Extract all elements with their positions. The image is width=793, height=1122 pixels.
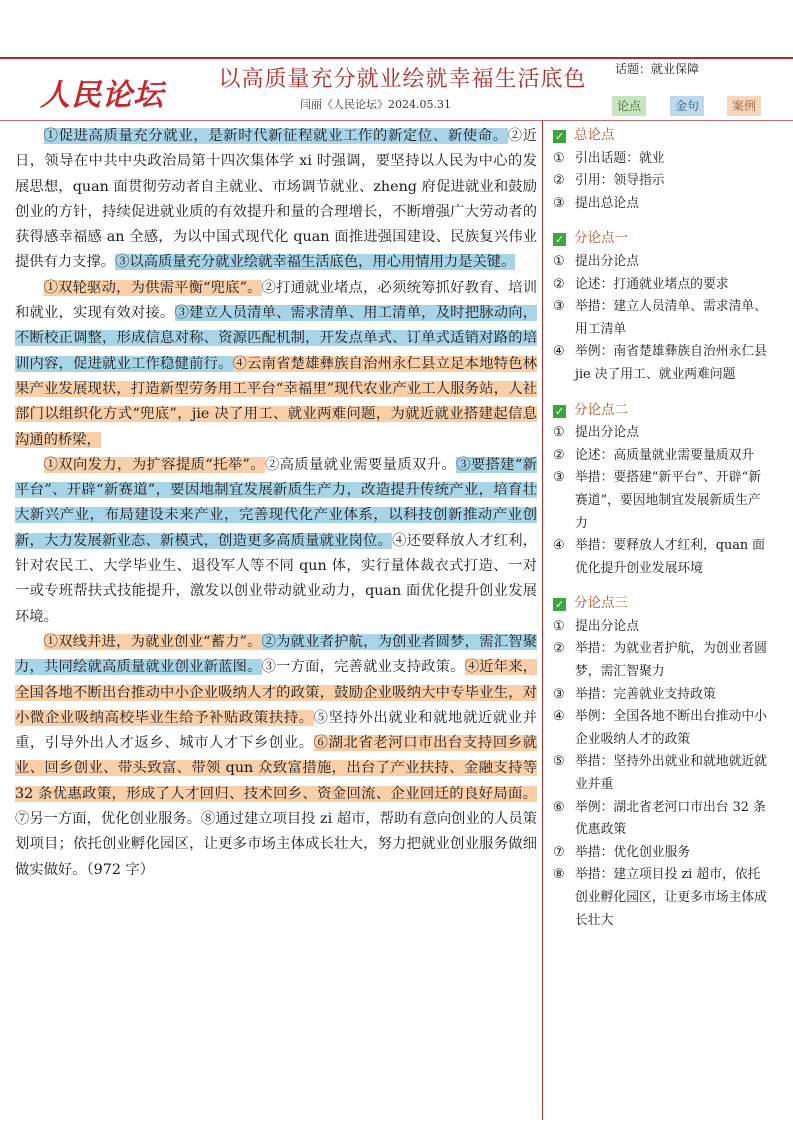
outline-item xyxy=(553,445,768,468)
outline-item-text: 引用：领导指示 xyxy=(575,173,665,189)
outline-item-text: 提出分论点 xyxy=(575,425,639,441)
header-top-rule xyxy=(0,57,793,59)
outline-item xyxy=(553,467,768,535)
outline-item-text: 举措：要释放人才红利，quan 面优化提升创业发展环境 xyxy=(575,538,765,576)
header-divider xyxy=(0,120,793,121)
sentence-quote: ②近日，领导在中共中央政治局第十四次集体学 xi 时强调，要坚持以人民为中心的发展思想，quan 面贯彻劳动者自主就业、市场调节就业、zheng 府促进就业和鼓励创业的方针，持续促进就业质的有效提升和量的合理增长，不断增强广大劳动者的获得感幸福感 an 全感，为以中国式现代化 quan 面推进强国建设、民族复兴伟业提供有力支撑。 xyxy=(15,128,538,271)
outline-item-number: ② xyxy=(553,276,565,292)
sentence-case: ④近年来，全国各地不断出台推动中小企业吸纳人才的政策，鼓励企业吸纳大中专毕业生，对小微企业吸纳高校毕业生给予补贴政策扶持。 xyxy=(15,659,538,726)
outline-item xyxy=(553,193,768,216)
outline-section-label: 总论点 xyxy=(574,127,615,143)
outline-item xyxy=(553,797,768,842)
outline-section-title xyxy=(553,227,768,250)
outline-item-number: ③ xyxy=(553,686,565,702)
sentence-subpoint-3: ①双线并进，为就业创业“蓄力”。 xyxy=(43,633,262,650)
checkbox-icon: ✓ xyxy=(554,598,565,612)
outline-item-text: 举措：建立人员清单、需求清单、用工清单 xyxy=(575,299,767,337)
column-divider xyxy=(542,120,543,1120)
sentence-measure: ③一方面，完善就业支持政策。 xyxy=(261,659,465,676)
outline-item xyxy=(553,616,768,639)
outline-item-text: 举措：坚持外出就业和就地就近就业并重 xyxy=(575,754,767,793)
outline-item xyxy=(553,274,768,297)
outline-item-number: ② xyxy=(553,447,565,463)
sentence-measure-2: ④还要释放人才红利，针对农民工、大学毕业生、退役军人等不同 qun 体，实行量体裁衣式打造、一对一或专班帮扶式技能提升，激发以创业带动就业动力，quan 面优化提升创业发展环境。 xyxy=(15,532,538,625)
word-count: （972 字） xyxy=(86,861,155,878)
outline-section xyxy=(553,592,768,932)
outline-item-text: 提出分论点 xyxy=(575,618,639,634)
outline-item xyxy=(553,638,768,683)
topic-label: 话题：就业保障 xyxy=(615,62,700,76)
outline-section xyxy=(553,124,768,215)
outline-item xyxy=(553,864,768,932)
outline-item-number: ① xyxy=(553,425,565,441)
paragraph-point-3 xyxy=(15,630,537,883)
outline-item-number: ③ xyxy=(553,470,565,486)
legend-quote: 金句 xyxy=(670,96,704,116)
outline-item-number: ④ xyxy=(553,709,565,725)
outline-item xyxy=(553,422,768,445)
outline-section-title xyxy=(553,124,768,147)
outline-item xyxy=(553,170,768,193)
sentence-measure-3: ⑦另一方面，优化创业服务。 xyxy=(15,811,202,828)
logo-renminluntan: 人民论坛 xyxy=(40,78,164,113)
outline-item-text: 举措：建立项目投 zi 超市，依托创业孵化园区，让更多市场主体成长壮大 xyxy=(575,867,767,928)
outline-item-number: ② xyxy=(553,641,565,657)
paragraph-point-1 xyxy=(15,276,537,453)
article-body xyxy=(15,124,537,883)
sentence-discussion: ②高质量就业需要量质双升。 xyxy=(264,456,457,473)
outline-item-number: ④ xyxy=(553,538,565,554)
outline-section-label: 分论点一 xyxy=(574,230,628,247)
outline-item-number: ⑦ xyxy=(553,844,565,860)
outline-section-title xyxy=(553,399,768,422)
outline-section-label: 分论点二 xyxy=(574,401,628,418)
outline-item-number: ① xyxy=(553,150,565,166)
outline-item-number: ② xyxy=(553,173,565,189)
outline-section xyxy=(553,227,768,386)
outline-item-text: 提出总论点 xyxy=(575,195,639,211)
outline-item xyxy=(553,296,768,341)
outline-item-text: 论述：高质量就业需要量质双升 xyxy=(575,447,755,463)
sentence-measure: ③建立人员清单、需求清单、用工清单，及时把脉动向，不断校正调整，形成信息对称、资源匹配机制，开发点单式、订单式适销对路的培训内容，促进就业工作稳健前行。 xyxy=(15,305,538,372)
outline-item-number: ③ xyxy=(553,299,565,315)
outline-item-number: ⑧ xyxy=(553,867,565,883)
sentence-subpoint-1: ①双轮驱动，为供需平衡“兜底”。 xyxy=(43,279,262,296)
sentence-subpoint-2: ①双向发力，为扩容提质“托举”。 xyxy=(43,456,265,473)
byline: 闫丽《人民论坛》2024.05.31 xyxy=(300,98,451,111)
outline-item-text: 举例：湖北省老河口市出台 32 条优惠政策 xyxy=(575,799,766,838)
outline-section-label: 分论点三 xyxy=(574,595,628,612)
outline-item-number: ① xyxy=(553,618,565,634)
outline-item xyxy=(553,751,768,796)
sentence-case-2: ⑥湖北省老河口市出台支持回乡就业、回乡创业、带头致富、带领 qun 众致富措施，出台了产业扶持、金融支持等 32 条优惠政策，形成了人才回归、技术回乡、资金回流、企业回迁的良好局面。 xyxy=(15,735,538,802)
outline-item-text: 举措：完善就业支持政策 xyxy=(575,686,716,702)
sentence-main-point: ③以高质量充分就业绘就幸福生活底色，用心用情用力是关键。 xyxy=(115,254,516,271)
checkbox-icon: ✓ xyxy=(554,233,565,247)
outline-item-number: ⑥ xyxy=(553,799,565,815)
outline-item xyxy=(553,251,768,274)
outline-item-text: 提出分论点 xyxy=(575,253,639,269)
paragraph-intro xyxy=(15,124,537,276)
sentence-thesis: ①促进高质量充分就业，是新时代新征程就业工作的新定位、新使命。 xyxy=(43,128,508,144)
sentence-measure-2: ⑤坚持外出就业和就地就近就业并重，引导外出人才返乡、城市人才下乡创业。 xyxy=(15,709,538,752)
outline-item-text: 论述：打通就业堵点的要求 xyxy=(575,276,729,292)
outline-item-text: 举措：要搭建“新平台”、开辟“新赛道”，要因地制宜发展新质生产力 xyxy=(575,470,761,531)
outline-item xyxy=(553,842,768,865)
outline-item xyxy=(553,535,768,580)
sentence-measure-4: ⑧通过建立项目投 zi 超市，帮助有意向创业的人员策划项目；依托创业孵化园区，让更多市场主体成长壮大，努力把就业创业服务做细做实做好。 xyxy=(15,811,537,878)
outline-item xyxy=(553,706,768,751)
legend-case: 案例 xyxy=(727,96,761,116)
outline-item xyxy=(553,341,768,386)
sentence-measure: ③要搭建“新平台”、开辟“新赛道”，要因地制宜发展新质生产力，改造提升传统产业，培育壮大新兴产业，布局建设未来产业，完善现代化产业体系，以科技创新推动产业创新，大力发展新业态、新模式，创造更多高质量就业岗位。 xyxy=(15,456,538,549)
outline-item xyxy=(553,684,768,707)
outline-item xyxy=(553,148,768,171)
outline-item-number: ① xyxy=(553,253,565,269)
sentence-case: ④云南省楚雄彝族自治州永仁县立足本地特色林果产业发展现状，打造新型劳务用工平台“幸福里”现代农业产业工人服务站，人社部门以组织化方式“兜底”，jie 决了用工、就业两难问题，为就近就业搭建起信息沟通的桥梁， xyxy=(15,355,538,448)
outline-item-text: 举例：南省楚雄彝族自治州永仁县 jie 决了用工、就业两难问题 xyxy=(575,344,767,382)
outline-item-number: ⑤ xyxy=(553,754,565,770)
outline-sidebar xyxy=(553,124,768,944)
outline-item-number: ③ xyxy=(553,195,565,211)
outline-section xyxy=(553,399,768,581)
checkbox-icon: ✓ xyxy=(554,130,565,143)
outline-item-number: ④ xyxy=(553,344,565,360)
outline-item-text: 举例：全国各地不断出台推动中小企业吸纳人才的政策 xyxy=(575,709,767,747)
outline-item-text: 举措：优化创业服务 xyxy=(575,844,691,860)
checkbox-icon: ✓ xyxy=(554,404,565,418)
paragraph-point-2 xyxy=(15,453,537,630)
outline-item-text: 引出话题：就业 xyxy=(575,150,665,166)
page-title: 以高质量充分就业绘就幸福生活底色 xyxy=(218,67,587,92)
outline-section-title xyxy=(553,592,768,615)
sentence-discussion: ②打通就业堵点，必须统筹抓好教育、培训和就业，实现有效对接。 xyxy=(15,279,537,322)
sentence-quote-gold: ②为就业者护航，为创业者圆梦，需汇智聚力，共同绘就高质量就业创业新蓝图。 xyxy=(15,633,537,676)
outline-item-text: 举措：为就业者护航，为创业者圆梦，需汇智聚力 xyxy=(575,641,767,680)
legend-argument: 论点 xyxy=(612,96,646,116)
